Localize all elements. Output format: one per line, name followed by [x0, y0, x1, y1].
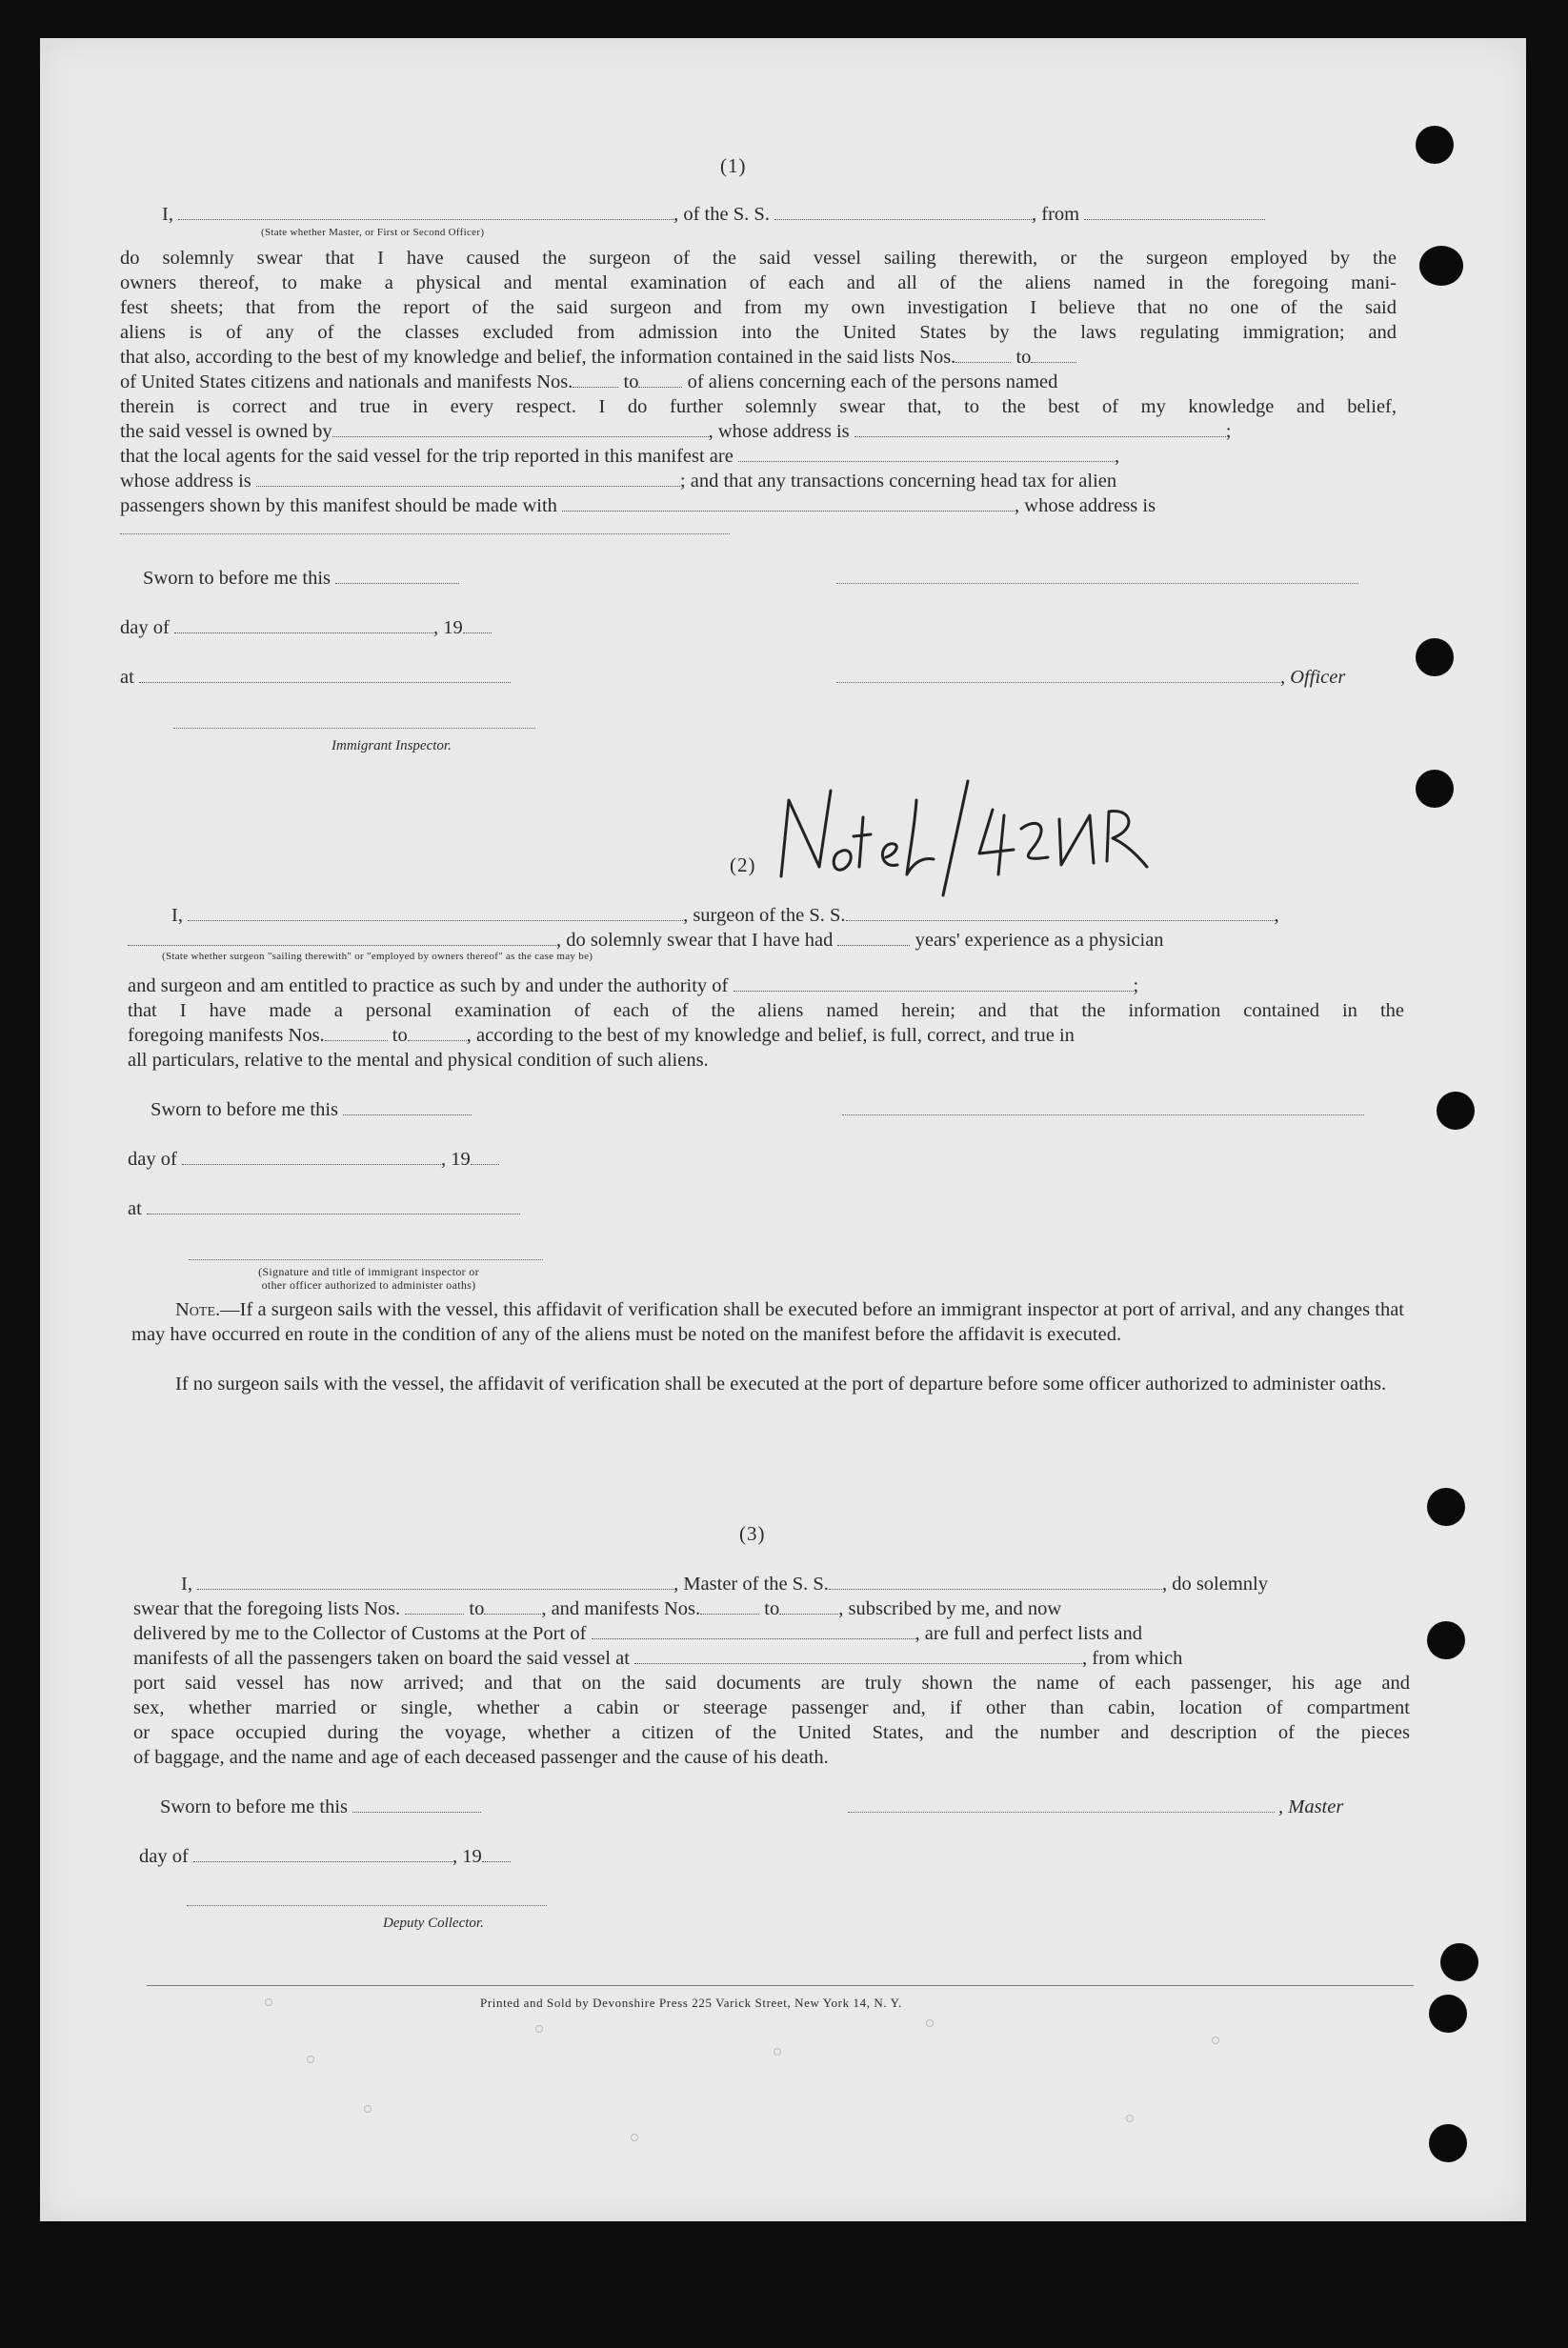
binder-hole [1419, 246, 1463, 286]
s3-line-3: delivered by me to the Collector of Customs at the Port of , are full and perfect lists and [133, 1623, 1143, 1644]
s2-line-1: I, , surgeon of the S. S. , [171, 905, 1279, 926]
s2-at: at [128, 1196, 520, 1221]
section-1-number: (1) [720, 154, 747, 177]
s1-officer-note: (State whether Master, or First or Second Officer) [261, 227, 485, 238]
s1-body-2: owners thereof, to make a physical and mental examination of each and all of the aliens named in the foregoing mani- [120, 272, 1397, 293]
s1-body-9: that the local agents for the said vessel for the trip reported in this manifest are , [120, 446, 1120, 467]
s1-officer-signature-line[interactable] [836, 583, 1358, 584]
binder-hole [1427, 1488, 1465, 1526]
footer-rule [147, 1985, 1414, 1986]
s1-inspector-signature-line[interactable] [173, 728, 535, 729]
s2-sig-note-2: other officer authorized to administer oaths) [261, 1278, 476, 1292]
s2-line-2: , do solemnly swear that I have had years' experience as a physician [128, 928, 1164, 953]
printer-imprint: Printed and Sold by Devonshire Press 225 Varick Street, New York 14, N. Y. [480, 1996, 902, 2010]
manifest-affidavit-page [40, 38, 1526, 2221]
s2-line-3: and surgeon and am entitled to practice as such by and under the authority of ; [128, 975, 1139, 996]
s2-manifests-to-blank[interactable] [408, 1025, 467, 1041]
s2-surgeon-signature-line[interactable] [842, 1114, 1364, 1115]
section-3-number: (3) [739, 1522, 766, 1545]
s3-lists-to-blank[interactable] [484, 1598, 541, 1615]
s2-sworn-blank[interactable] [343, 1099, 472, 1115]
s2-line-4: that I have made a personal examination of each of the aliens named herein; and that the information contained in the [128, 1000, 1404, 1021]
s3-master-label: , Master [1278, 1796, 1344, 1817]
s1-day-of: day of , 19 [120, 615, 492, 640]
s1-headtax-blank[interactable] [562, 495, 1015, 512]
s1-body-11: passengers shown by this manifest should be made with , whose address is [120, 495, 1156, 516]
s3-vessel-blank[interactable] [829, 1574, 1162, 1590]
s1-lists-from-blank[interactable] [955, 347, 1011, 363]
paper-speck [265, 1998, 272, 2006]
s1-body-10: whose address is ; and that any transactions concerning head tax for alien [120, 471, 1117, 492]
s1-officer-line[interactable] [836, 682, 1280, 683]
s2-line-5: foregoing manifests Nos. to , according to the best of my knowledge and belief, is full, correct, and true in [128, 1025, 1075, 1046]
s2-inspector-signature-line[interactable] [189, 1259, 543, 1260]
s2-years-blank[interactable] [837, 930, 910, 946]
s3-deputy-label: Deputy Collector. [383, 1916, 484, 1931]
s2-note-2: If no surgeon sails with the vessel, the affidavit of verification shall be executed at the port of departure before some officer authorized to administer oaths. [175, 1374, 1387, 1395]
s2-authority-blank[interactable] [734, 975, 1134, 992]
s1-body-4: aliens is of any of the classes excluded from admission into the United States by the laws regulating immigration; and [120, 322, 1397, 343]
binder-hole [1416, 770, 1454, 808]
s1-agents-address-blank[interactable] [256, 471, 680, 487]
binder-hole [1437, 1092, 1475, 1130]
s3-port-blank[interactable] [592, 1623, 915, 1639]
s2-surgeon-blank[interactable] [188, 905, 683, 921]
s1-day-blank[interactable] [174, 617, 433, 633]
s3-departure-port-blank[interactable] [634, 1648, 1082, 1664]
s1-body-7: therein is correct and true in every respect. I do further solemnly swear that, to the best of my knowledge and belief, [120, 396, 1397, 417]
s3-sworn-blank[interactable] [352, 1796, 481, 1813]
s1-at-blank[interactable] [139, 667, 511, 683]
s3-master-signature-line[interactable] [848, 1812, 1275, 1813]
s1-owner-blank[interactable] [332, 421, 709, 437]
s1-officer-label: , Officer [1280, 667, 1346, 688]
s1-officer-blank[interactable] [178, 204, 673, 220]
s3-deputy-signature-line[interactable] [187, 1905, 547, 1906]
s3-master-blank[interactable] [197, 1574, 673, 1590]
paper-speck [535, 2025, 543, 2033]
s1-from: , from [1032, 204, 1080, 225]
s1-inspector-label: Immigrant Inspector. [332, 738, 452, 753]
s1-manifests-to-blank[interactable] [638, 371, 682, 388]
s3-year-blank[interactable] [482, 1846, 511, 1862]
s3-line-1: I, , Master of the S. S. , do solemnly [181, 1574, 1268, 1595]
s1-port-blank[interactable] [1084, 204, 1265, 220]
s1-vessel-blank[interactable] [774, 204, 1032, 220]
s2-status-note: (State whether surgeon "sailing therewith" or "employed by owners thereof" as the case may be) [162, 951, 593, 962]
s1-headtax-address-blank[interactable] [120, 533, 730, 534]
s1-owner-address-blank[interactable] [854, 421, 1226, 437]
s2-at-blank[interactable] [147, 1198, 520, 1214]
binder-hole [1429, 1995, 1467, 2033]
s1-agents-blank[interactable] [738, 446, 1115, 462]
s3-manifests-from-blank[interactable] [700, 1598, 759, 1615]
s2-vessel-blank[interactable] [846, 905, 1275, 921]
s2-line-6: all particulars, relative to the mental and physical condition of such aliens. [128, 1050, 709, 1071]
s2-year-blank[interactable] [471, 1149, 499, 1165]
paper-speck [1212, 2037, 1219, 2044]
s2-day-blank[interactable] [182, 1149, 441, 1165]
s3-sworn: Sworn to before me this [160, 1795, 481, 1819]
s1-lists-to-blank[interactable] [1031, 347, 1076, 363]
handwritten-annotation [764, 762, 1164, 914]
s3-line-4: manifests of all the passengers taken on board the said vessel at , from which [133, 1648, 1183, 1669]
paper-speck [1126, 2115, 1134, 2122]
s1-sworn: Sworn to before me this [143, 566, 459, 591]
s1-line-1 [162, 202, 1265, 227]
s1-sworn-blank[interactable] [335, 568, 459, 584]
s1-body-1: do solemnly swear that I have caused the surgeon of the said vessel sailing therewith, or the surgeon employed by the [120, 248, 1397, 269]
s1-body-5: that also, according to the best of my knowledge and belief, the information contained in the said lists Nos. to [120, 345, 1076, 370]
paper-speck [307, 2056, 314, 2063]
s1-body-6: of United States citizens and nationals and manifests Nos. to of aliens concerning each of the persons named [120, 371, 1058, 392]
s2-status-blank[interactable] [128, 930, 556, 946]
s3-body-2: sex, whether married or single, whether a cabin or steerage passenger and, if other than cabin, location of compartment [133, 1697, 1410, 1718]
paper-speck [774, 2048, 781, 2056]
paper-speck [364, 2105, 372, 2113]
s2-note-1: Note.—If a surgeon sails with the vessel, this affidavit of verification shall be executed before an immigrant inspector at port of arrival, and any changes that may have occurred en route in the condition of any of the aliens must be noted on the manifest before the affidavit is executed. [131, 1299, 1404, 1345]
section-2-number: (2) [730, 853, 756, 876]
s1-of-ss: , of the S. S. [673, 204, 770, 225]
s1-body-8: the said vessel is owned by , whose address is ; [120, 421, 1232, 442]
s3-body-4: of baggage, and the name and age of each deceased passenger and the cause of his death. [133, 1747, 829, 1768]
s3-line-2: swear that the foregoing lists Nos. to , and manifests Nos. to , subscribed by me, and now [133, 1598, 1062, 1619]
s3-manifests-to-blank[interactable] [779, 1598, 838, 1615]
s3-day-of: day of , 19 [139, 1844, 511, 1869]
s3-day-blank[interactable] [193, 1846, 452, 1862]
binder-hole [1440, 1943, 1478, 1981]
s1-at: at [120, 665, 511, 690]
s2-sworn: Sworn to before me this [151, 1097, 472, 1122]
binder-hole [1427, 1621, 1465, 1659]
handwriting-text: Noted 42NR [764, 762, 770, 763]
s1-year-blank[interactable] [463, 617, 492, 633]
binder-hole [1416, 638, 1454, 676]
binder-hole [1416, 126, 1454, 164]
s1-i: I, [162, 204, 173, 225]
s1-body-3: fest sheets; that from the report of the said surgeon and from my own investigation I believe that no one of the said [120, 297, 1397, 318]
paper-speck [926, 2019, 934, 2027]
note-label: Note. [175, 1299, 221, 1320]
s2-day-of: day of , 19 [128, 1147, 499, 1172]
s3-body-1: port said vessel has now arrived; and that on the said documents are truly shown the name of each passenger, his age and [133, 1673, 1410, 1694]
s2-sig-note-1: (Signature and title of immigrant inspector or [258, 1265, 479, 1278]
s1-manifests-from-blank[interactable] [573, 371, 618, 388]
s3-body-3: or space occupied during the voyage, whether a citizen of the United States, and the number and description of the pieces [133, 1722, 1410, 1743]
binder-hole [1429, 2124, 1467, 2162]
s2-manifests-from-blank[interactable] [325, 1025, 388, 1041]
paper-speck [631, 2134, 638, 2141]
s3-lists-from-blank[interactable] [405, 1598, 464, 1615]
